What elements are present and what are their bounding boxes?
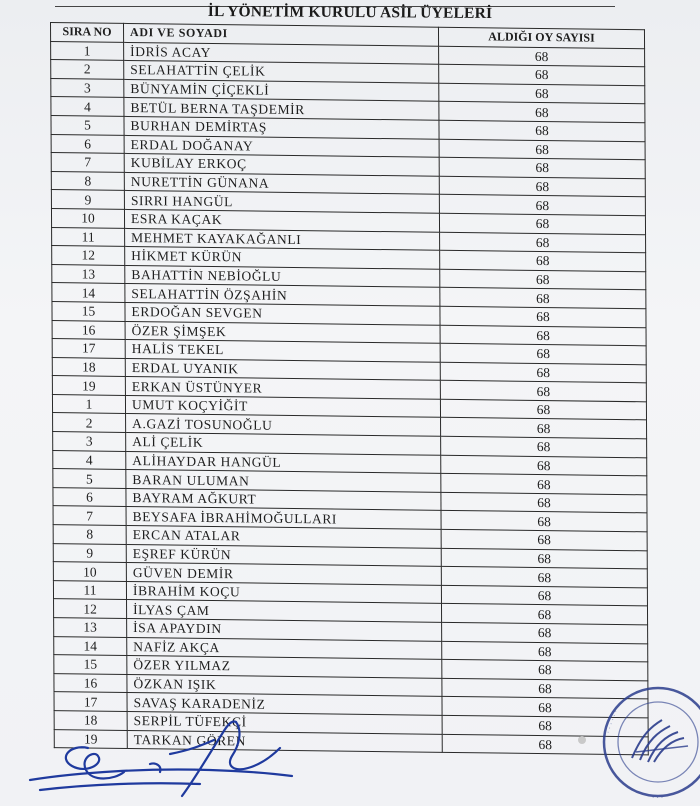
member-name: BAHATTİN NEBİOĞLU: [125, 265, 440, 287]
stamp-icon: [592, 676, 700, 806]
member-name: BÜNYAMİN ÇİÇEKLİ: [124, 79, 439, 101]
vote-count: 68: [442, 715, 648, 736]
member-name: BAYRAM AĞKURT: [126, 488, 441, 510]
member-name: NAFİZ AKÇA: [127, 637, 442, 659]
member-name: BURHAN DEMİRTAŞ: [124, 116, 439, 138]
member-name: İSA APAYDIN: [127, 618, 442, 640]
row-number: 2: [51, 60, 124, 79]
column-header-votes: ALDIĞI OY SAYISI: [438, 27, 644, 48]
vote-count: 68: [442, 734, 648, 755]
row-number: 5: [53, 469, 126, 488]
vote-count: 68: [441, 529, 647, 550]
member-name: ERKAN ÜSTÜNYER: [125, 377, 440, 399]
row-number: 12: [54, 599, 127, 618]
column-header-no: SIRA NO: [51, 23, 124, 42]
member-name: HİKMET KÜRÜN: [125, 247, 440, 269]
row-number: 1: [52, 394, 125, 413]
row-number: 17: [54, 692, 127, 711]
svg-text:· · · · · ·: · · · · · ·: [604, 708, 621, 735]
vote-count: 68: [439, 102, 645, 123]
member-name: A.GAZİ TOSUNOĞLU: [126, 414, 441, 436]
vote-count: 68: [440, 343, 646, 364]
vote-count: 68: [441, 418, 647, 439]
vote-count: 68: [441, 548, 647, 569]
vote-count: 68: [441, 511, 647, 532]
row-number: 6: [53, 487, 126, 506]
row-number: 7: [53, 506, 126, 525]
vote-count: 68: [440, 381, 646, 402]
member-name: BEYSAFA İBRAHİMOĞULLARI: [126, 507, 441, 529]
signature-icon: [0, 700, 330, 806]
vote-count: 68: [441, 585, 647, 606]
member-name: İBRAHİM KOÇU: [126, 581, 441, 603]
member-name: ERCAN ATALAR: [126, 525, 441, 547]
member-name: GÜVEN DEMİR: [126, 563, 441, 585]
row-number: 10: [51, 208, 124, 227]
member-name: ERDAL DOĞANAY: [124, 135, 439, 157]
member-name: HALİS TEKEL: [125, 340, 440, 362]
member-name: EŞREF KÜRÜN: [126, 544, 441, 566]
vote-count: 68: [442, 641, 648, 662]
vote-count: 68: [441, 436, 647, 457]
member-name: MEHMET KAYAKAĞANLI: [125, 228, 440, 250]
member-name: TARKAN GÖREN: [127, 730, 442, 752]
vote-count: 68: [440, 288, 646, 309]
vote-count: 68: [440, 362, 646, 383]
row-number: 19: [52, 376, 125, 395]
member-name: ÖZER ŞİMŞEK: [125, 321, 440, 343]
row-number: 13: [54, 618, 127, 637]
vote-count: 68: [442, 622, 648, 643]
members-table-wrapper: [50, 22, 639, 755]
member-name: İDRİS ACAY: [124, 42, 439, 64]
row-number: 11: [52, 227, 125, 246]
member-name: İLYAS ÇAM: [127, 600, 442, 622]
vote-count: 68: [439, 83, 645, 104]
vote-count: 68: [441, 604, 647, 625]
member-name: SELAHATTİN ÖZŞAHİN: [125, 284, 440, 306]
row-number: 14: [52, 283, 125, 302]
vote-count: 68: [442, 678, 648, 699]
document-title: İL YÖNETİM KURULU ASİL ÜYELERİ: [207, 3, 493, 22]
row-number: 3: [53, 432, 126, 451]
row-number: 4: [53, 450, 126, 469]
vote-count: 68: [440, 306, 646, 327]
row-number: 6: [51, 134, 124, 153]
vote-count: 68: [439, 64, 645, 85]
vote-count: 68: [439, 176, 645, 197]
vote-count: 68: [442, 660, 648, 681]
vote-count: 68: [441, 455, 647, 476]
row-number: 19: [54, 729, 127, 748]
row-number: 12: [52, 246, 125, 265]
member-name: SERPİL TÜFEKÇİ: [127, 711, 442, 733]
vote-count: 68: [439, 46, 645, 67]
member-name: ERDAL UYANIK: [125, 358, 440, 380]
row-number: 18: [52, 357, 125, 376]
row-number: 5: [51, 115, 124, 134]
vote-count: 68: [441, 567, 647, 588]
member-name: ALİHAYDAR HANGÜL: [126, 451, 441, 473]
vote-count: 68: [440, 399, 646, 420]
member-name: ÖZKAN IŞIK: [127, 674, 442, 696]
vote-count: 68: [440, 232, 646, 253]
row-number: 16: [52, 320, 125, 339]
vote-count: 68: [439, 195, 645, 216]
row-number: 9: [51, 190, 124, 209]
vote-count: 68: [439, 120, 645, 141]
member-name: ÖZER YILMAZ: [127, 656, 442, 678]
members-table: [50, 22, 649, 756]
row-number: 15: [54, 655, 127, 674]
column-header-name: ADI VE SOYADI: [123, 23, 438, 45]
member-name: NURETTİN GÜNANA: [124, 172, 439, 194]
vote-count: 68: [440, 250, 646, 271]
vote-count: 68: [441, 474, 647, 495]
vote-count: 68: [439, 139, 645, 160]
member-name: ALİ ÇELİK: [126, 433, 441, 455]
member-name: SIRRI HANGÜL: [124, 191, 439, 213]
vote-count: 68: [439, 157, 645, 178]
row-number: 13: [52, 264, 125, 283]
vote-count: 68: [442, 697, 648, 718]
row-number: 16: [54, 673, 127, 692]
row-number: 8: [51, 171, 124, 190]
row-number: 17: [52, 339, 125, 358]
row-number: 11: [53, 580, 126, 599]
row-number: 10: [53, 562, 126, 581]
table-body: [51, 41, 649, 755]
member-name: BARAN ULUMAN: [126, 470, 441, 492]
svg-text:· · ·: · · ·: [652, 794, 664, 802]
member-name: BETÜL BERNA TAŞDEMİR: [124, 98, 439, 120]
paper-speck: [578, 736, 586, 744]
row-number: 4: [51, 97, 124, 116]
member-name: ERDOĞAN SEVGEN: [125, 302, 440, 324]
row-number: 14: [54, 636, 127, 655]
vote-count: 68: [439, 213, 645, 234]
vote-count: 68: [440, 269, 646, 290]
member-name: SELAHATTİN ÇELİK: [124, 61, 439, 83]
row-number: 8: [53, 525, 126, 544]
row-number: 9: [53, 543, 126, 562]
vote-count: 68: [441, 492, 647, 513]
row-number: 7: [51, 153, 124, 172]
row-number: 18: [54, 711, 127, 730]
row-number: 2: [53, 413, 126, 432]
member-name: SAVAŞ KARADENİZ: [127, 693, 442, 715]
vote-count: 68: [440, 325, 646, 346]
member-name: ESRA KAÇAK: [124, 209, 439, 231]
row-number: 1: [51, 41, 124, 60]
row-number: 15: [52, 301, 125, 320]
member-name: UMUT KOÇYİĞİT: [125, 395, 440, 417]
row-number: 3: [51, 78, 124, 97]
member-name: KUBİLAY ERKOÇ: [124, 154, 439, 176]
